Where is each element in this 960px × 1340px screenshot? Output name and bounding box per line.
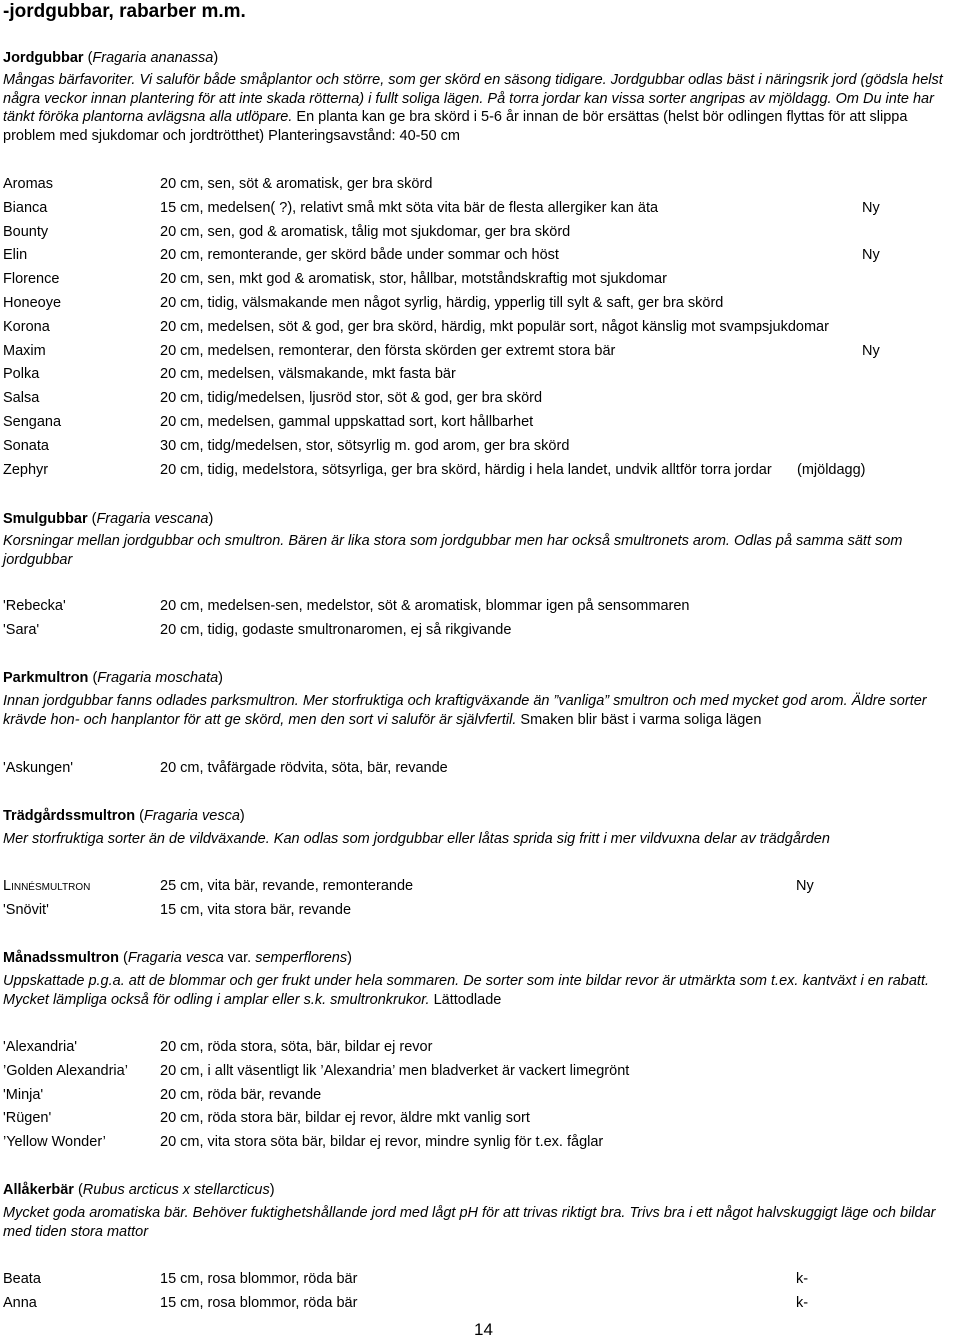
section-intro-jordgubbar: Mångas bärfavoriter. Vi saluför både småplantor och större, som ger skörd en säsong tidigare. Jordgubbar odlas bäst i näringsrik jord (gödsla helst några veckor innan plantering för att inte skada rötterna) i fullt soliga lägen. På torra jordar kan vissa sorter angripas av mjöldagg. Om Du inte har tänkt föröka plantorna avlägsna alla utlöpare. En planta kan ge bra skörd i 5-6 år innan de bör ersättas (helst bör odlingen flyttas för att slippa problem med sjukdomar och jordtrötthet) Planteringsavstånd: 40-50 cm — [3, 72, 943, 144]
variety-name: 'Minja' — [3, 1086, 44, 1103]
section-title-smulgubbar: Smulgubbar (Fragaria vescana) — [3, 511, 214, 527]
variety-name: Korona — [3, 318, 50, 335]
variety-name: 'Rügen' — [3, 1110, 52, 1127]
section-title-tradgardssmultron: Trädgårdssmultron (Fragaria vesca) — [3, 808, 245, 824]
variety-description: 20 cm, vita stora söta bär, bildar ej revor, mindre synlig för t.ex. fåglar — [160, 1134, 604, 1151]
variety-name: Honeoye — [3, 295, 62, 311]
variety-description: 20 cm, sen, mkt god & aromatisk, stor, hållbar, motståndskraftig mot sjukdomar — [160, 271, 667, 288]
section-name: Månadssmultron — [3, 950, 120, 966]
variety-description: 20 cm, medelsen, välsmakande, mkt fasta bär — [160, 366, 456, 383]
variety-note: Ny — [862, 199, 880, 216]
section-intro-tradgardssmultron: Mer storfruktiga sorter än de vildväxande. Kan odlas som jordgubbar eller låtas sprida sig fritt i mer vildvuxna delar av trädgården — [3, 831, 830, 847]
latin-name: Fragaria ananassa — [92, 50, 214, 66]
variety-name: 'Rebecka' — [3, 598, 66, 614]
variety-note: Ny — [796, 878, 814, 894]
variety-name: Sengana — [3, 414, 62, 430]
section-name: Jordgubbar — [3, 50, 84, 66]
latin-name: Fragaria vesca — [144, 808, 240, 824]
variety-description: 20 cm, röda stora, söta, bär, bildar ej revor — [160, 1039, 433, 1055]
variety-note: Ny — [862, 342, 880, 359]
section-intro-smulgubbar: Korsningar mellan jordgubbar och smultron. Bären är lika stora som jordgubbar men har också smultronets arom. Odlas på samma sätt som jordgubbar — [3, 533, 903, 568]
variety-description: 15 cm, rosa blommor, röda bär — [160, 1271, 358, 1287]
latin-name: Fragaria vescana — [96, 511, 209, 527]
section-name: Allåkerbär — [3, 1182, 74, 1198]
latin-name-variety: semperflorens — [255, 950, 348, 966]
variety-description: 20 cm, röda bär, revande — [160, 1086, 322, 1103]
variety-name: Linnésmultron — [3, 878, 91, 894]
variety-description: 15 cm, rosa blommor, röda bär — [160, 1295, 358, 1311]
variety-name: Zephyr — [3, 461, 49, 478]
variety-name: ’Golden Alexandria’ — [3, 1062, 128, 1079]
section-title-parkmultron: Parkmultron (Fragaria moschata) — [3, 670, 224, 686]
variety-description: 20 cm, sen, söt & aromatisk, ger bra skörd — [160, 176, 433, 192]
variety-description: 20 cm, tidig, medelstora, sötsyrliga, ger bra skörd, härdig i hela landet, undvik alltför torra jordar — [160, 461, 772, 478]
page-number: 14 — [474, 1320, 493, 1339]
variety-description: 20 cm, tidig, godaste smultronaromen, ej så rikgivande — [160, 622, 512, 638]
variety-note: k- — [796, 1295, 809, 1311]
variety-name: 'Sara' — [3, 622, 40, 638]
variety-description: 20 cm, medelsen-sen, medelstor, söt & aromatisk, blommar igen på sensommaren — [160, 598, 690, 614]
variety-description: 20 cm, i allt väsentligt lik ’Alexandria’ men bladverket är vackert limegrönt — [160, 1062, 630, 1079]
section-name: Smulgubbar — [3, 511, 88, 527]
variety-name: Elin — [3, 247, 28, 264]
variety-description: 25 cm, vita bär, revande, remonterande — [160, 878, 414, 894]
variety-description: 20 cm, röda stora bär, bildar ej revor, äldre mkt vanlig sort — [160, 1110, 530, 1127]
variety-description: 20 cm, tidig, välsmakande men något syrlig, härdig, ypperlig till sylt & saft, ger bra skörd — [160, 295, 724, 311]
section-title-allakerbar: Allåkerbär (Rubus arcticus x stellarcticus) — [3, 1182, 275, 1198]
variety-description: 30 cm, tidg/medelsen, stor, sötsyrlig m. god arom, ger bra skörd — [160, 437, 570, 454]
variety-name: Aromas — [3, 176, 53, 192]
section-name: Parkmultron — [3, 670, 89, 686]
variety-name: Sonata — [3, 437, 49, 454]
page-title: -jordgubbar, rabarber m.m. — [3, 1, 246, 22]
variety-name: Bianca — [3, 199, 48, 216]
variety-description: 15 cm, vita stora bär, revande — [160, 902, 352, 918]
variety-description: 20 cm, tvåfärgade rödvita, söta, bär, revande — [160, 760, 448, 776]
latin-name: Fragaria vesca — [127, 950, 224, 966]
section-intro-allakerbar: Mycket goda aromatiska bär. Behöver fuktighetshållande jord med lågt pH för att trivas riktigt bra. Trivs bra i ett något halvskuggigt läge och bildar med tiden stora mattor — [3, 1205, 936, 1240]
variety-description: 15 cm, medelsen( ?), relativt små mkt söta vita bär de flesta allergiker kan äta — [160, 199, 659, 216]
section-title-jordgubbar: Jordgubbar (Fragaria ananassa) — [3, 50, 219, 66]
variety-name: Maxim — [3, 342, 46, 359]
variety-note: k- — [796, 1271, 809, 1287]
variety-name: 'Askungen' — [3, 760, 74, 776]
variety-name: Beata — [3, 1271, 41, 1287]
variety-name: Polka — [3, 366, 40, 383]
latin-name: Fragaria moschata — [97, 670, 219, 686]
variety-description: 20 cm, tidig/medelsen, ljusröd stor, söt & god, ger bra skörd — [160, 390, 543, 407]
variety-description: 20 cm, medelsen, remonterar, den första skörden ger extremt stora bär — [160, 342, 616, 359]
section-intro-manadssmultron: Uppskattade p.g.a. att de blommar och ger frukt under hela sommaren. De sorter som inte bildar revor är utmärkta som t.ex. kantväxt i en rabatt. Mycket lämpliga också för odling i amplar eller s.k. smultronkrukor. Lättodlade — [3, 973, 930, 1008]
variety-description: 20 cm, medelsen, söt & god, ger bra skörd, härdig, mkt populär sort, något känslig mot svampsjukdomar — [160, 318, 829, 335]
variety-note: (mjöldagg) — [797, 461, 866, 478]
variety-name: ’Yellow Wonder’ — [3, 1134, 106, 1151]
variety-name: Salsa — [3, 390, 40, 407]
section-intro-parkmultron: Innan jordgubbar fanns odlades parksmultron. Mer storfruktiga och kraftigväxande än ”vanliga” smultron och med mycket god arom. Äldre sorter krävde hon- och hanplantor för att ge skörd, men den sort vi saluför är självfertil. Smaken blir bäst i varma soliga lägen — [3, 693, 927, 728]
variety-description: 20 cm, sen, god & aromatisk, tålig mot sjukdomar, ger bra skörd — [160, 223, 571, 240]
variety-description: 20 cm, remonterande, ger skörd både under sommar och höst — [160, 247, 559, 264]
variety-name: Bounty — [3, 223, 49, 240]
variety-note: Ny — [862, 247, 880, 264]
variety-description: 20 cm, medelsen, gammal uppskattad sort, kort hållbarhet — [160, 414, 534, 430]
section-name: Trädgårdssmultron — [3, 808, 136, 824]
variety-name: 'Alexandria' — [3, 1039, 78, 1055]
variety-name: Anna — [3, 1295, 37, 1311]
latin-name: Rubus arcticus x stellarcticus — [82, 1182, 270, 1198]
variety-name: 'Snövit' — [3, 902, 49, 918]
section-title-manadssmultron: Månadssmultron (Fragaria vesca var. semperflorens) — [3, 950, 352, 966]
variety-name: Florence — [3, 271, 60, 288]
